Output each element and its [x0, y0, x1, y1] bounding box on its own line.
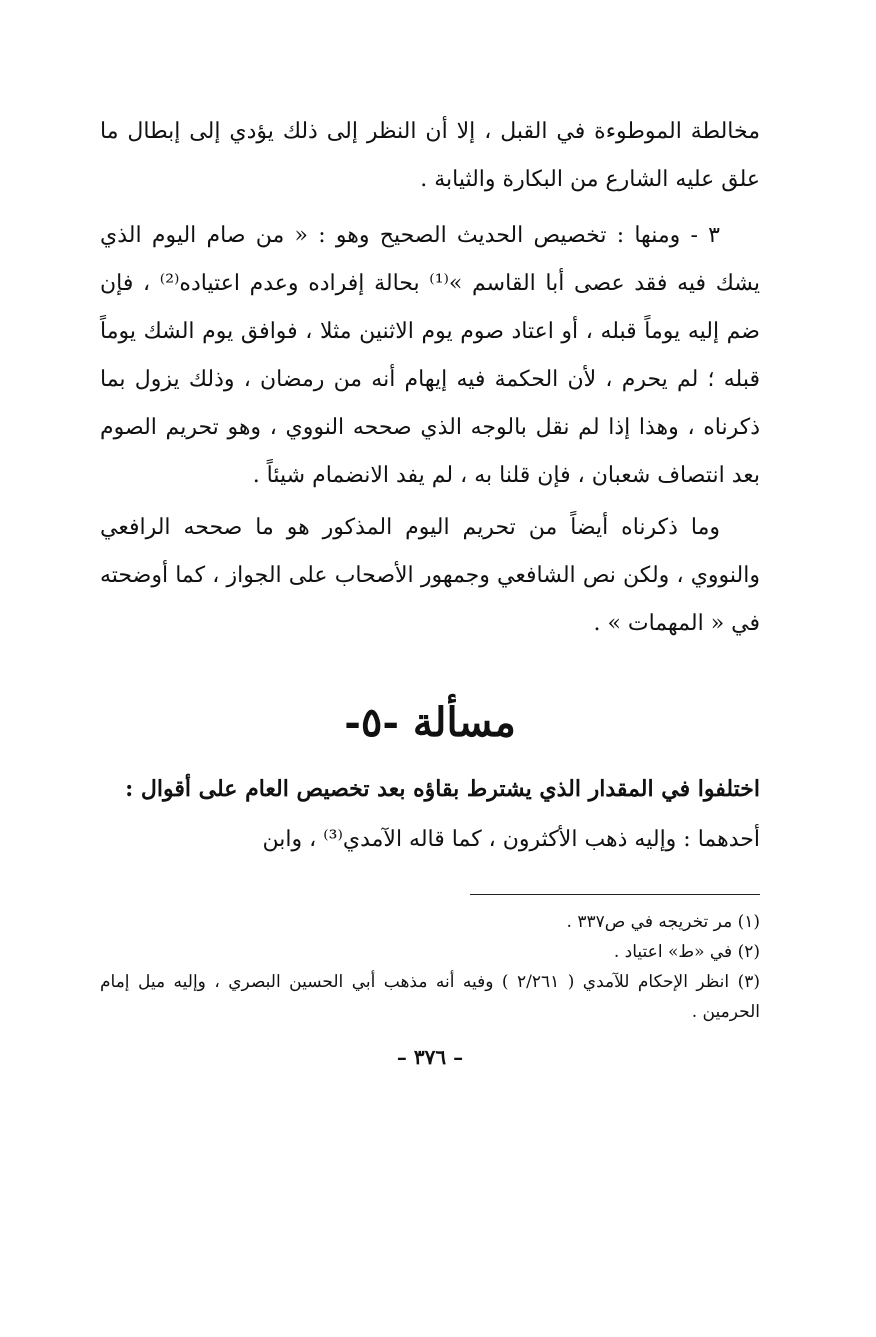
footnote-1: (١) مر تخريجه في ص٣٣٧ . — [566, 912, 760, 932]
document-page — [100, 108, 760, 1075]
paragraph-3: وما ذكرناه أيضاً من تحريم اليوم المذكور هو ما صححه الرافعي والنووي ، ولكن نص الشافعي وجمهور الأصحاب على الجواز ، كما أوضحته في « المهمات » . — [100, 515, 760, 636]
section-intro: اختلفوا في المقدار الذي يشترط بقاؤه بعد تخصيص العام على أقوال : — [125, 776, 760, 802]
page-number: – ٣٧٦ – — [396, 1045, 464, 1069]
footnote-3: (٣) انظر الإحكام للآمدي ( ٢/٢٦١ ) وفيه أنه مذهب أبي الحسين البصري ، وإليه ميل إمام الحرمين . — [100, 972, 760, 1022]
footnote-divider — [470, 894, 760, 895]
section-first-line: أحدهما : وإليه ذهب الأكثرون ، كما قاله الآمدي⁽³⁾ ، وابن — [262, 827, 760, 852]
footnote-2: (٢) في «ط» اعتياد . — [613, 942, 760, 962]
paragraph-1: مخالطة الموطوءة في القبل ، إلا أن النظر إلى ذلك يؤدي إلى إبطال ما علق عليه الشارع من البكارة والثيابة . — [100, 119, 760, 192]
section-heading: مسألة -٥- — [344, 699, 516, 746]
paragraph-2: ٣ - ومنها : تخصيص الحديث الصحيح وهو : « من صام اليوم الذي يشك فيه فقد عصى أبا القاسم »⁽¹⁾ بحالة إفراده وعدم اعتياده⁽²⁾ ، فإن ضم إليه يوماً قبله ، أو اعتاد صوم يوم الاثنين مثلا ، فوافق يوم الشك يوماً قبله ؛ لم يحرم ، لأن الحكمة فيه إيهام أنه من رمضان ، وذلك يزول بما ذكرناه ، وهذا إذا لم نقل بالوجه الذي صححه النووي ، وهو تحريم الصوم بعد انتصاف شعبان ، فإن قلنا به ، لم يفد الانضمام شيئاً . — [100, 223, 760, 488]
footnotes — [100, 907, 760, 1027]
